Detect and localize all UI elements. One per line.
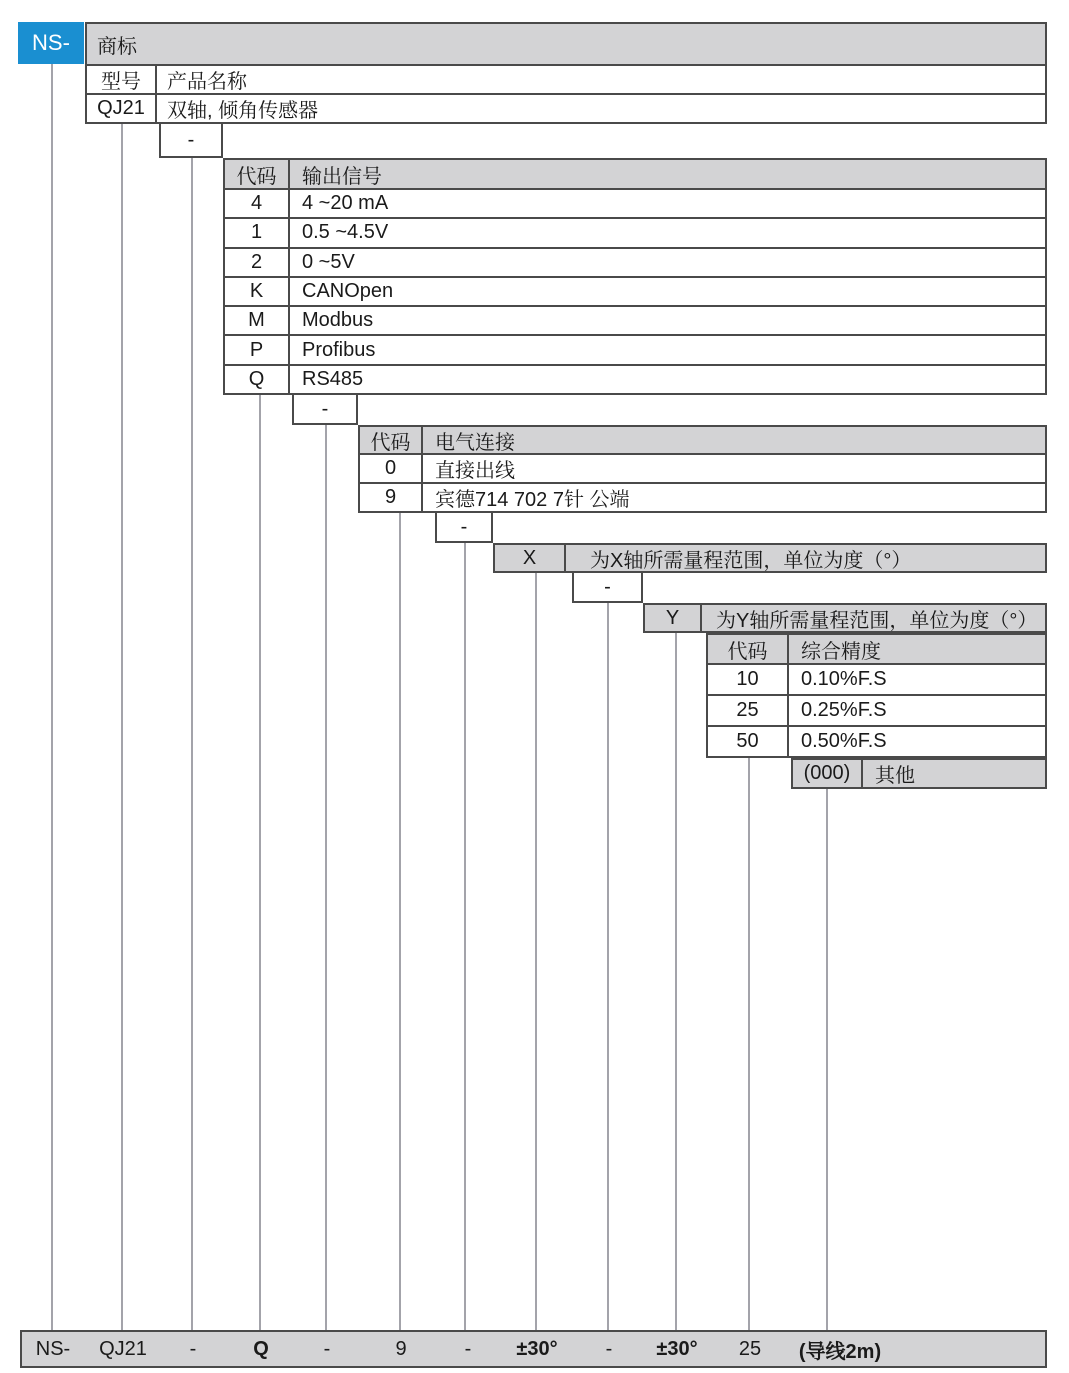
model-header-row <box>87 64 1045 93</box>
output-code: 4 <box>225 190 290 217</box>
example-code-bar <box>20 1330 1047 1368</box>
accuracy-table <box>706 633 1047 758</box>
model-table <box>85 22 1047 124</box>
connector-line-sep3 <box>464 543 466 1330</box>
table-row <box>225 217 1045 246</box>
output-signal-header: 输出信号 <box>302 165 382 188</box>
example-token-output: Q <box>253 1337 269 1360</box>
table-row <box>225 188 1045 217</box>
example-token-dash: - <box>189 1337 197 1360</box>
brand-prefix-label: NS- <box>32 30 70 55</box>
table-row <box>225 364 1045 393</box>
example-token-connection: 9 <box>395 1337 407 1360</box>
accuracy-value: 0.10%F.S <box>801 668 887 690</box>
accuracy-other-row <box>791 758 1047 789</box>
product-name: 双轴, 倾角传感器 <box>167 100 319 122</box>
connection-header: 电气连接 <box>435 431 515 454</box>
output-signal: 0 ~5V <box>302 250 355 273</box>
accuracy-code: 25 <box>708 696 789 725</box>
connector-line-model <box>121 124 123 1330</box>
output-signal: Modbus <box>302 309 374 332</box>
product-column-header: 产品名称 <box>167 71 247 93</box>
x-code: X <box>495 545 566 571</box>
output-signal: 4 ~20 mA <box>302 192 389 215</box>
trademark-label: 商标 <box>97 35 137 58</box>
accuracy-code: 10 <box>708 665 789 694</box>
connector-line-sep2 <box>325 425 327 1330</box>
output-signal: RS485 <box>302 367 364 390</box>
accuracy-value: 0.25%F.S <box>801 699 887 721</box>
connector-line-sep1 <box>191 158 193 1330</box>
table-row <box>360 482 1045 511</box>
connector-line-connection <box>399 513 401 1330</box>
accuracy-code-header: 代码 <box>708 635 789 663</box>
separator-cell-4 <box>572 573 643 603</box>
table-row <box>360 453 1045 482</box>
y-range-desc: 为Y轴所需量程范围，单位为度（°） <box>716 609 1038 632</box>
connector-line-x <box>535 573 537 1330</box>
x-range-desc: 为X轴所需量程范围，单位为度（°） <box>590 549 912 572</box>
output-code-header: 代码 <box>225 160 290 188</box>
example-token-dash: - <box>605 1337 613 1360</box>
separator-cell-1 <box>159 124 223 158</box>
table-row <box>225 276 1045 305</box>
example-token-dash: - <box>464 1337 472 1360</box>
connection-desc: 直接出线 <box>435 460 515 482</box>
connection-header-row <box>360 427 1045 453</box>
table-row <box>708 694 1045 725</box>
y-code: Y <box>645 605 702 631</box>
separator-cell-3 <box>435 513 493 543</box>
example-token-cable: (导线2m) <box>798 1340 882 1363</box>
separator-dash: - <box>604 575 611 598</box>
output-code: M <box>225 307 290 334</box>
table-row <box>225 334 1045 363</box>
separator-cell-2 <box>292 395 358 425</box>
brand-prefix-box <box>18 22 84 64</box>
output-code: K <box>225 278 290 305</box>
example-token-model: QJ21 <box>99 1337 147 1360</box>
output-signal: CANOpen <box>302 279 394 302</box>
accuracy-value: 0.50%F.S <box>801 730 887 752</box>
table-row <box>708 725 1045 756</box>
output-code: Q <box>225 366 290 393</box>
connector-line-output <box>259 395 261 1330</box>
example-token-x-range: ±30° <box>516 1337 558 1360</box>
separator-dash: - <box>187 128 195 151</box>
connection-code: 9 <box>360 484 423 511</box>
connector-line-y <box>675 633 677 1330</box>
example-token-dash: - <box>323 1337 331 1360</box>
y-range-cells <box>645 605 1045 631</box>
connection-desc: 宾德714 702 7针 公端 <box>435 489 630 511</box>
x-range-row <box>493 543 1047 573</box>
connection-code: 0 <box>360 455 423 482</box>
table-row <box>225 247 1045 276</box>
accuracy-other-label: 其他 <box>875 765 915 787</box>
separator-dash: - <box>321 397 329 420</box>
output-signal: Profibus <box>302 338 376 361</box>
output-code: 2 <box>225 249 290 276</box>
output-code: 1 <box>225 219 290 246</box>
table-row <box>708 663 1045 694</box>
accuracy-header: 综合精度 <box>801 640 881 663</box>
connector-line-brand <box>51 64 53 1330</box>
connector-line-sep4 <box>607 603 609 1330</box>
x-range-cells <box>495 545 1045 571</box>
output-signal-table <box>223 158 1047 395</box>
table-row <box>225 305 1045 334</box>
accuracy-other-cells <box>793 760 1045 787</box>
output-signal-header-row <box>225 160 1045 188</box>
output-signal: 0.5 ~4.5V <box>302 221 389 244</box>
connection-code-header: 代码 <box>360 427 423 453</box>
example-token-accuracy: 25 <box>738 1337 762 1360</box>
accuracy-code: 50 <box>708 727 789 756</box>
trademark-header-row <box>87 24 1045 64</box>
accuracy-header-row <box>708 635 1045 663</box>
model-column-header: 型号 <box>87 66 157 93</box>
connector-line-accuracy <box>748 758 750 1330</box>
example-token-y-range: ±30° <box>656 1337 698 1360</box>
electrical-connection-table <box>358 425 1047 513</box>
output-code: P <box>225 336 290 363</box>
model-code: QJ21 <box>87 95 157 122</box>
y-range-row <box>643 603 1047 633</box>
connector-line-other <box>826 789 828 1330</box>
accuracy-other-code: (000) <box>793 760 863 787</box>
separator-dash: - <box>460 515 468 538</box>
model-value-row <box>87 93 1045 122</box>
example-token-prefix: NS- <box>35 1337 71 1360</box>
